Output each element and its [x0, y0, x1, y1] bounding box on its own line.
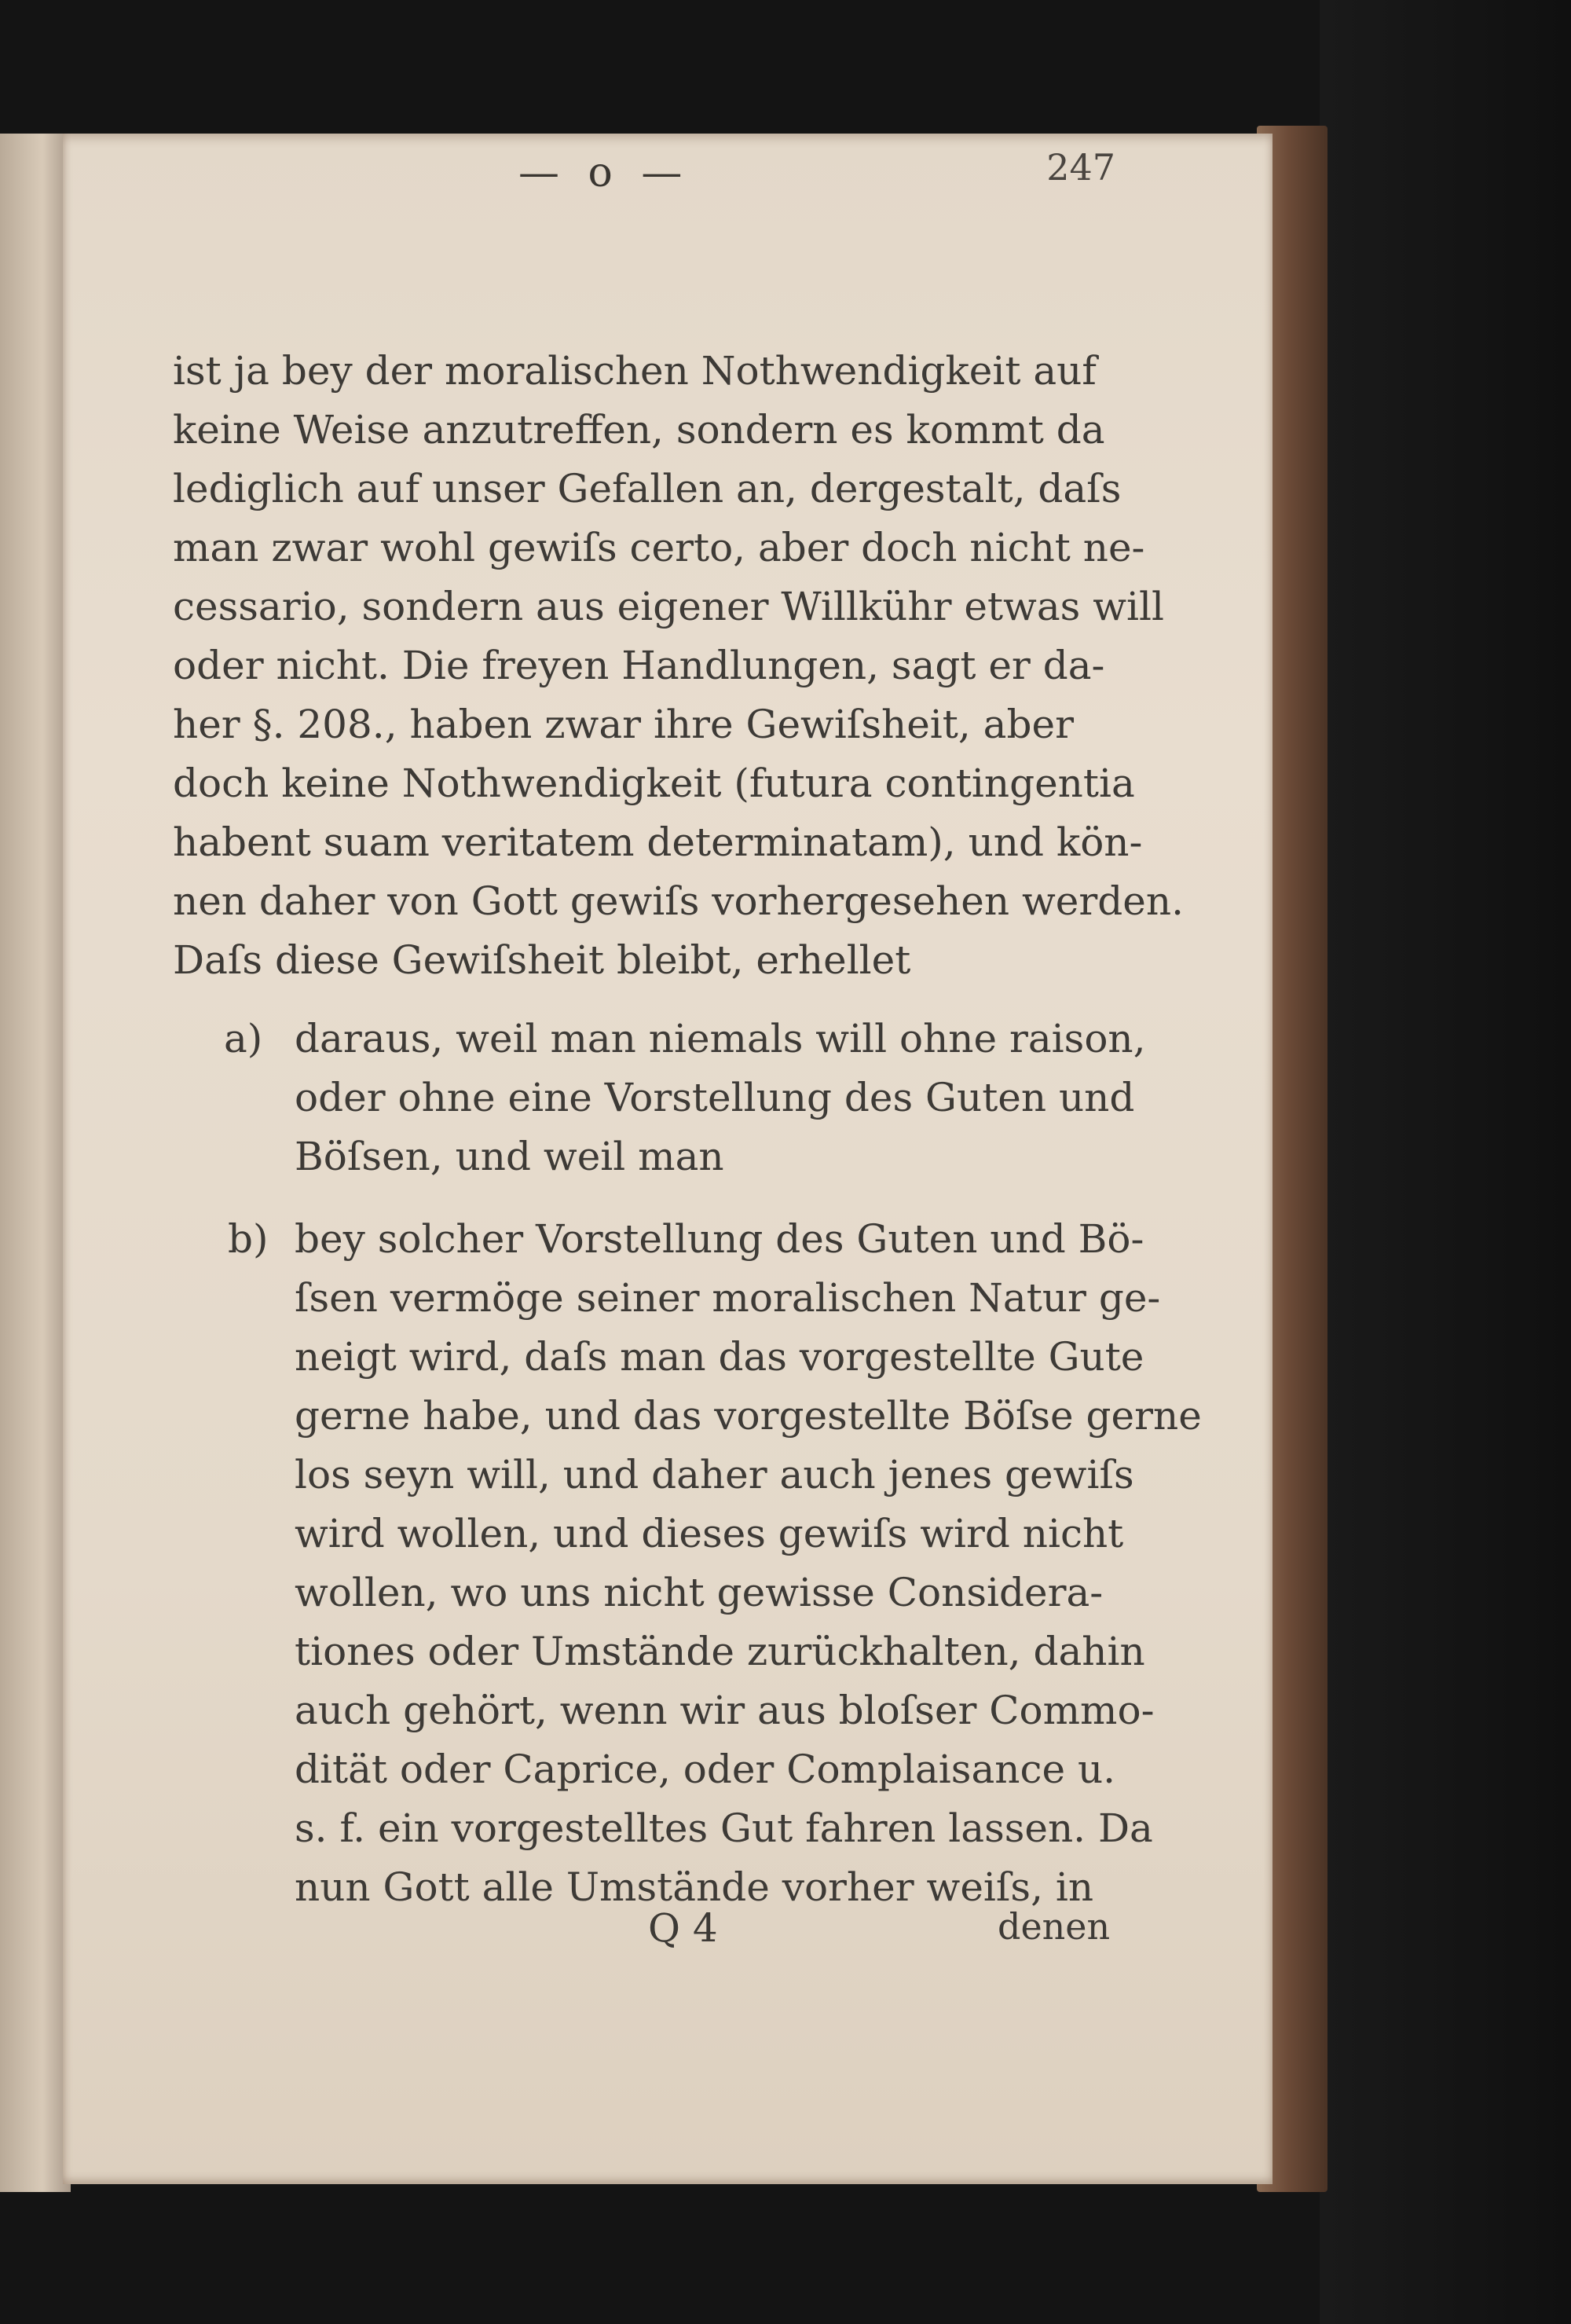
page-header	[157, 141, 1131, 196]
text-line: keine Weise anzutreffen, sondern es kommt da	[173, 407, 1105, 453]
text-line: wollen, wo uns nicht gewisse Considera-	[295, 1570, 1104, 1615]
text-line: los seyn will, und daher auch jenes gewiſs	[295, 1452, 1134, 1497]
list-item-a	[295, 1010, 1146, 1186]
text-line: Böſsen, und weil man	[295, 1134, 724, 1179]
text-line: s. f. ein vorgestelltes Gut fahren lassen. Da	[295, 1805, 1153, 1851]
text-line: neigt wird, daſs man das vorgestellte Gute	[295, 1334, 1144, 1380]
text-line: nun Gott alle Umstände vorher weiſs, in	[295, 1864, 1094, 1910]
body-paragraph	[173, 342, 1184, 990]
text-line: bey solcher Vorstellung des Guten und Bö-	[295, 1216, 1144, 1262]
text-line: ſsen vermöge seiner moralischen Natur ge-	[295, 1275, 1161, 1321]
text-line: man zwar wohl gewiſs certo, aber doch nicht ne-	[173, 525, 1145, 570]
header-ornament: — o —	[518, 149, 690, 196]
text-line: lediglich auf unser Gefallen an, dergestalt, daſs	[173, 466, 1122, 511]
text-line: her §. 208., haben zwar ihre Gewiſsheit, aber	[173, 702, 1074, 747]
catchword: denen	[998, 1905, 1111, 1948]
text-line: daraus, weil man niemals will ohne raison,	[295, 1016, 1146, 1061]
text-line: ist ja bey der moralischen Nothwendigkeit auf	[173, 348, 1097, 394]
text-line: tiones oder Umstände zurückhalten, dahin	[295, 1629, 1145, 1674]
text-line: nen daher von Gott gewiſs vorhergesehen werden.	[173, 878, 1184, 924]
text-line: cessario, sondern aus eigener Willkühr etwas will	[173, 584, 1164, 629]
page-number: 247	[1046, 146, 1115, 189]
text-line: Daſs diese Gewiſsheit bleibt, erhellet	[173, 937, 911, 983]
text-line: doch keine Nothwendigkeit (futura contingentia	[173, 761, 1135, 806]
facing-page-edge	[0, 134, 71, 2192]
text-line: wird wollen, und dieses gewiſs wird nicht	[295, 1511, 1124, 1556]
text-line: oder nicht. Die freyen Handlungen, sagt er da-	[173, 643, 1105, 688]
text-line: gerne habe, und das vorgestellte Böſse gerne	[295, 1393, 1202, 1439]
signature-mark: Q 4	[648, 1905, 718, 1951]
text-line: auch gehört, wenn wir aus bloſser Commo-	[295, 1688, 1155, 1733]
text-line: dität oder Caprice, oder Complaisance u.	[295, 1747, 1116, 1792]
text-line: habent suam veritatem determinatam), und kön-	[173, 819, 1143, 865]
background-dark	[1320, 0, 1571, 2324]
text-line: oder ohne eine Vorstellung des Guten und	[295, 1075, 1135, 1120]
list-item-b	[295, 1210, 1202, 1917]
list-marker-a: a)	[224, 1016, 263, 1061]
list-marker-b: b)	[228, 1216, 269, 1262]
